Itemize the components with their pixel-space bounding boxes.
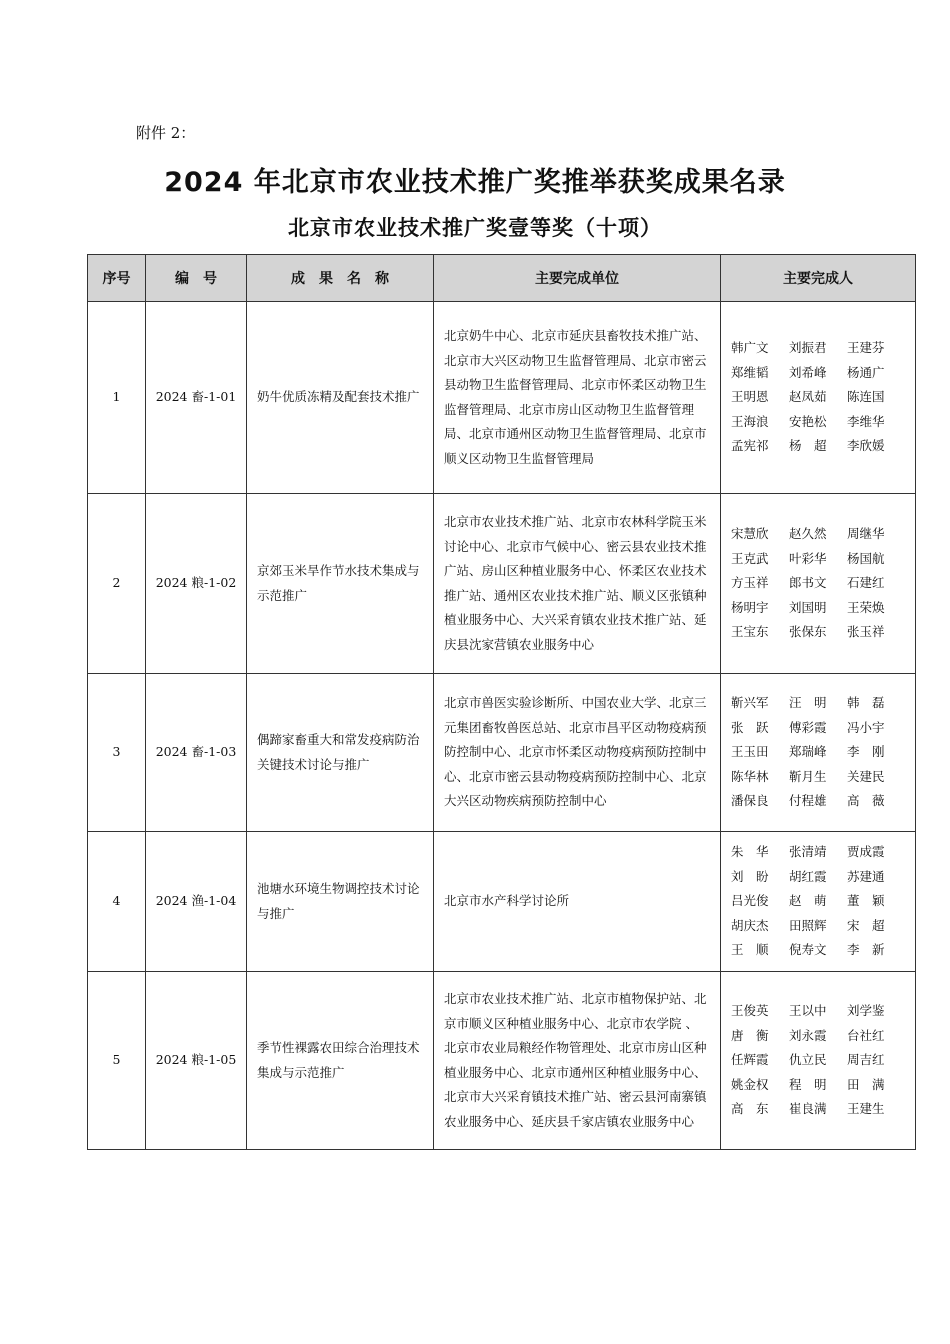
person-name: 王海浪 [731, 413, 769, 429]
person-name: 李维华 [847, 413, 885, 429]
table-row [88, 302, 916, 494]
person-name: 王克武 [731, 550, 769, 566]
person-name: 张 跃 [731, 719, 769, 735]
person-name: 宋慧欣 [731, 526, 769, 542]
person-name: 苏建通 [847, 868, 885, 884]
person-name: 高 薇 [847, 793, 885, 809]
person-name: 张保东 [789, 624, 827, 640]
row-achievement-name: 京郊玉米旱作节水技术集成与示范推广 [247, 494, 434, 674]
row-units: 北京市兽医实验诊断所、中国农业大学、北京三元集团畜牧兽医总站、北京市昌平区动物疫病预防控制中心、北京市怀柔区动物疫病预防控制中心、北京市密云县动物疫病预防控制中心、北京大兴区动物疾病预防控制中心 [434, 674, 721, 832]
awards-table [87, 254, 916, 1150]
person-name: 董 颖 [847, 893, 885, 909]
header-code: 编 号 [146, 255, 247, 302]
row-achievement-name: 池塘水环境生物调控技术讨论与推广 [247, 832, 434, 972]
person-name: 崔良满 [789, 1101, 827, 1117]
person-name: 胡庆杰 [731, 917, 769, 933]
person-name: 王以中 [789, 1003, 827, 1019]
person-name: 张清靖 [789, 844, 827, 860]
row-number: 3 [88, 674, 146, 832]
person-name: 宋 超 [847, 917, 885, 933]
row-code: 2024 粮-1-02 [146, 494, 247, 674]
person-name: 刘国明 [789, 599, 827, 615]
table-header-row [88, 255, 916, 302]
person-name: 胡红霞 [789, 868, 827, 884]
person-name: 杨国航 [847, 550, 885, 566]
row-achievement-name: 偶蹄家畜重大和常发疫病防治关键技术讨论与推广 [247, 674, 434, 832]
attachment-label: 附件 2： [136, 124, 196, 142]
person-name: 倪寿文 [789, 942, 827, 958]
person-name: 安艳松 [789, 413, 827, 429]
person-name: 李欣媛 [847, 438, 885, 454]
table-row [88, 674, 916, 832]
person-name: 赵久然 [789, 526, 827, 542]
person-name: 叶彩华 [789, 550, 827, 566]
table-row [88, 832, 916, 972]
person-name: 潘保良 [731, 793, 769, 809]
person-name: 吕光俊 [731, 893, 769, 909]
person-name: 田 满 [847, 1076, 885, 1092]
person-name: 孟宪祁 [731, 438, 769, 454]
person-name: 靳月生 [789, 768, 827, 784]
person-name: 陈连国 [847, 389, 885, 405]
person-name: 赵凤茹 [789, 389, 827, 405]
person-name: 杨通广 [847, 364, 885, 380]
person-name: 贾成霞 [847, 844, 885, 860]
person-name: 王荣焕 [847, 599, 885, 615]
person-name: 任辉霞 [731, 1052, 769, 1068]
person-name: 关建民 [847, 768, 885, 784]
row-number: 2 [88, 494, 146, 674]
person-name: 田照辉 [789, 917, 827, 933]
person-name: 郑瑞峰 [789, 744, 827, 760]
row-number: 5 [88, 972, 146, 1150]
person-name: 郑维韬 [731, 364, 769, 380]
header-units: 主要完成单位 [434, 255, 721, 302]
person-name: 刘振君 [789, 340, 827, 356]
row-units: 北京市农业技术推广站、北京市植物保护站、北京市顺义区种植业服务中心、北京市农学院 、北京市农业局粮经作物管理处、北京市房山区种植业服务中心、北京市通州区种植业服务中心、北京市大兴采育镇技术推广站、密云县河南寨镇农业服务中心、延庆县千家店镇农业服务中心 [434, 972, 721, 1150]
row-people [721, 674, 916, 832]
person-name: 赵 萌 [789, 893, 827, 909]
person-name: 王俊英 [731, 1003, 769, 1019]
person-name: 朱 华 [731, 844, 769, 860]
row-code: 2024 畜-1-01 [146, 302, 247, 494]
person-name: 刘永霞 [789, 1027, 827, 1043]
row-units: 北京奶牛中心、北京市延庆县畜牧技术推广站、北京市大兴区动物卫生监督管理局、北京市密云县动物卫生监督管理局、北京市怀柔区动物卫生监督管理局、北京市房山区动物卫生监督管理局、北京市通州区动物卫生监督管理局、北京市顺义区动物卫生监督管理局 [434, 302, 721, 494]
person-name: 周吉红 [847, 1052, 885, 1068]
person-name: 李 刚 [847, 744, 885, 760]
person-name: 靳兴军 [731, 695, 769, 711]
person-name: 姚金权 [731, 1076, 769, 1092]
row-people [721, 494, 916, 674]
person-name: 付程雄 [789, 793, 827, 809]
person-name: 韩广文 [731, 340, 769, 356]
row-code: 2024 畜-1-03 [146, 674, 247, 832]
person-name: 刘学鉴 [847, 1003, 885, 1019]
person-name: 台社红 [847, 1027, 885, 1043]
table-row [88, 494, 916, 674]
row-number: 1 [88, 302, 146, 494]
person-name: 石建红 [847, 575, 885, 591]
row-number: 4 [88, 832, 146, 972]
person-name: 周继华 [847, 526, 885, 542]
person-name: 王宝东 [731, 624, 769, 640]
person-name: 程 明 [789, 1076, 827, 1092]
row-code: 2024 粮-1-05 [146, 972, 247, 1150]
header-people: 主要完成人 [721, 255, 916, 302]
header-seq: 序号 [88, 255, 146, 302]
person-name: 唐 衡 [731, 1027, 769, 1043]
person-name: 冯小宇 [847, 719, 885, 735]
person-name: 方玉祥 [731, 575, 769, 591]
row-achievement-name: 季节性裸露农田综合治理技术集成与示范推广 [247, 972, 434, 1150]
person-name: 仇立民 [789, 1052, 827, 1068]
person-name: 刘 盼 [731, 868, 769, 884]
person-name: 郎书文 [789, 575, 827, 591]
document-subtitle: 北京市农业技术推广奖壹等奖（十项） [288, 216, 662, 240]
row-people [721, 972, 916, 1150]
person-name: 高 东 [731, 1101, 769, 1117]
person-name: 王 顺 [731, 942, 769, 958]
header-name: 成 果 名 称 [247, 255, 434, 302]
document-title: 2024 年北京市农业技术推广奖推举获奖成果名录 [164, 167, 786, 198]
row-people [721, 302, 916, 494]
person-name: 傅彩霞 [789, 719, 827, 735]
row-people [721, 832, 916, 972]
person-name: 刘希峰 [789, 364, 827, 380]
table-row [88, 972, 916, 1150]
person-name: 李 新 [847, 942, 885, 958]
row-code: 2024 渔-1-04 [146, 832, 247, 972]
person-name: 王建芬 [847, 340, 885, 356]
row-achievement-name: 奶牛优质冻精及配套技术推广 [247, 302, 434, 494]
person-name: 王玉田 [731, 744, 769, 760]
person-name: 张玉祥 [847, 624, 885, 640]
row-units: 北京市水产科学讨论所 [434, 832, 721, 972]
person-name: 杨明宇 [731, 599, 769, 615]
person-name: 王明恩 [731, 389, 769, 405]
person-name: 王建生 [847, 1101, 885, 1117]
person-name: 汪 明 [789, 695, 827, 711]
person-name: 韩 磊 [847, 695, 885, 711]
person-name: 杨 超 [789, 438, 827, 454]
row-units: 北京市农业技术推广站、北京市农林科学院玉米讨论中心、北京市气候中心、密云县农业技术推广站、房山区种植业服务中心、怀柔区农业技术推广站、通州区农业技术推广站、顺义区张镇种植业服务中心、大兴采育镇农业技术推广站、延庆县沈家营镇农业服务中心 [434, 494, 721, 674]
person-name: 陈华林 [731, 768, 769, 784]
